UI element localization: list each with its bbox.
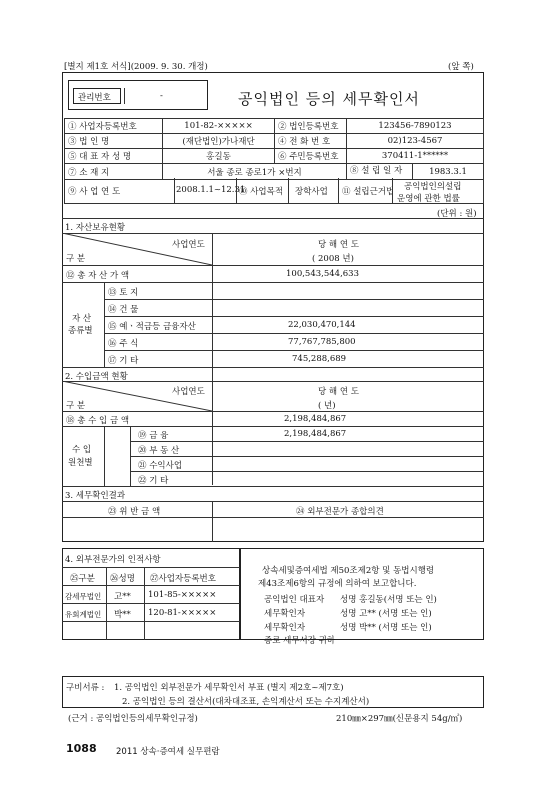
declaration-to: 종로 세무서장 귀하	[264, 636, 336, 646]
book-title: 2011 상속·증여세 실무편람	[116, 747, 220, 757]
biz-no-value: 101-82-×××××	[163, 119, 275, 134]
expert-type: 유회계법인	[65, 610, 102, 619]
experts-h2: ㉖성명	[110, 574, 135, 584]
management-label: 관리번호	[78, 93, 111, 103]
assets-diag-bottom: 구 분	[66, 254, 86, 264]
purpose-label: ⑩ 사업목적	[239, 187, 284, 197]
asset-row-label: ⑮ 예ㆍ적금등 금융자산	[108, 322, 196, 332]
expert-no: 120-81-×××××	[148, 608, 217, 618]
expert-name: 고**	[114, 592, 131, 602]
assets-diag-top: 사업연도	[172, 240, 205, 250]
income-group-line2: 원천별	[68, 458, 93, 468]
rrn-value: 370411-1******	[347, 149, 484, 164]
income-total-value: 2,198,484,867	[284, 414, 347, 424]
signer2-name: 성명 고** (서명 또는 인)	[340, 609, 432, 619]
signer1-name: 성명 홍길동(서명 또는 인)	[340, 595, 437, 605]
asset-row-value: 745,288,689	[292, 354, 347, 364]
declaration-line1: 상속세및증여세법 제50조제2항 및 동법시행령	[262, 566, 435, 576]
asset-row-value: 77,767,785,800	[288, 337, 356, 347]
income-year-value: ( 년)	[318, 401, 336, 411]
biz-no-label: ① 사업자등록번호	[65, 119, 163, 134]
info-table	[64, 118, 484, 180]
asset-row-label: ⑯ 주 식	[108, 339, 139, 349]
signer2-role: 세무확인자	[264, 609, 306, 619]
asset-row-label: ⑬ 토 지	[108, 288, 139, 298]
income-row-label: ⑲ 금 융	[138, 431, 169, 441]
declaration-line2: 제43조제6항의 규정에 의하여 보고합니다.	[258, 579, 417, 589]
experts-section-title: 4. 외부전문가의 인적사항	[65, 555, 161, 565]
asset-row-label: ⑰ 기 타	[108, 356, 139, 366]
footer-paper: 210㎜×297㎜(신문용지 54g/㎡)	[336, 714, 463, 724]
year-value: 2008.1.1~12.31	[176, 185, 246, 195]
page-side: (앞 쪽)	[448, 62, 474, 72]
basis-line1: 공익법인의설립	[404, 182, 462, 192]
basis-label: ⑪ 설립근거법	[342, 187, 395, 197]
page-number: 1088	[66, 742, 97, 755]
income-row-value: 2,198,484,867	[284, 429, 347, 439]
expert-type: 감세무법인	[65, 592, 102, 601]
expert-no: 101-85-×××××	[148, 590, 217, 600]
attachment-item1: 1. 공익법인 외부전문가 세무확인서 부표 (별지 제2호~제7호)	[114, 683, 344, 693]
expert-name: 박**	[114, 610, 131, 620]
assets-section-title: 1. 자산보유현황	[65, 223, 126, 233]
income-total-label: ⑱ 총 수 입 금 액	[66, 416, 130, 426]
corp-name-value: (재단법인)가나재단	[163, 134, 275, 149]
est-label: ⑧ 설 립 일 자	[347, 164, 413, 179]
assets-total-value: 100,543,544,633	[286, 269, 360, 279]
form-reference: [별지 제1호 서식](2009. 9. 30. 개정)	[64, 62, 208, 72]
result-section-title: 3. 세무확인결과	[65, 491, 126, 501]
phone-label: ④ 전 화 번 호	[275, 134, 347, 149]
phone-value: 02)123-4567	[347, 134, 484, 149]
income-row-label: ㉑ 수익사업	[138, 461, 183, 471]
rep-value: 홍길동	[163, 149, 275, 164]
assets-group-line2: 종류별	[68, 326, 93, 336]
footer-basis: (근거 : 공익법인등의세무확인규정)	[68, 714, 198, 724]
signer1-role: 공익법인 대표자	[264, 595, 325, 605]
income-diag-bottom: 구 분	[66, 401, 86, 411]
purpose-value: 장학사업	[295, 187, 328, 197]
address-text: 서울 종로 종로1가 ×번지	[207, 167, 302, 178]
income-row-label: ㉒ 기 타	[138, 476, 169, 486]
asset-row-value: 22,030,470,144	[288, 320, 356, 330]
est-value: 1983.3.1	[429, 166, 467, 177]
assets-year-value: ( 2008 년)	[312, 254, 354, 264]
income-diag-top: 사업연도	[172, 387, 205, 397]
attachment-item2: 2. 공익법인 등의 결산서(대차대조표, 손익계산서 또는 수지계산서)	[122, 697, 370, 707]
rrn-label: ⑥ 주민등록번호	[275, 149, 347, 164]
address-label: ⑦ 소 재 지	[65, 164, 163, 180]
assets-year-title: 당 해 연 도	[318, 240, 359, 250]
income-row-label: ⑳ 부 동 산	[138, 446, 180, 456]
corp-no-value: 123456-7890123	[347, 119, 484, 134]
attachments-label: 구비서류 :	[66, 683, 105, 693]
assets-group-line1: 자 산	[72, 314, 92, 324]
income-section-title: 2. 수입금액 현황	[65, 372, 128, 382]
management-value: -	[160, 91, 163, 101]
assets-total-label: ⑫ 총 자 산 가 액	[66, 271, 130, 281]
corp-no-label: ② 법인등록번호	[275, 119, 347, 134]
year-label: ⑨ 사 업 연 도	[68, 187, 121, 197]
experts-h3: ㉗사업자등록번호	[150, 574, 216, 584]
signer3-role: 세무확인자	[264, 623, 306, 633]
income-year-title: 당 해 연 도	[318, 387, 359, 397]
basis-line2: 운영에 관한 법률	[397, 194, 460, 204]
unit-label: (단위 : 원)	[437, 209, 477, 219]
income-group-line1: 수 입	[72, 445, 92, 455]
result-col2: ㉔ 외부전문가 종합의견	[296, 507, 384, 517]
signer3-name: 성명 박** (서명 또는 인)	[340, 623, 432, 633]
result-col1: ㉓ 위 반 금 액	[108, 507, 161, 517]
corp-name-label: ③ 법 인 명	[65, 134, 163, 149]
experts-h1: ㉕구분	[70, 574, 95, 584]
form-title: 공익법인 등의 세무확인서	[238, 90, 420, 108]
asset-row-label: ⑭ 건 물	[108, 305, 139, 315]
rep-label: ⑤ 대 표 자 성 명	[65, 149, 163, 164]
